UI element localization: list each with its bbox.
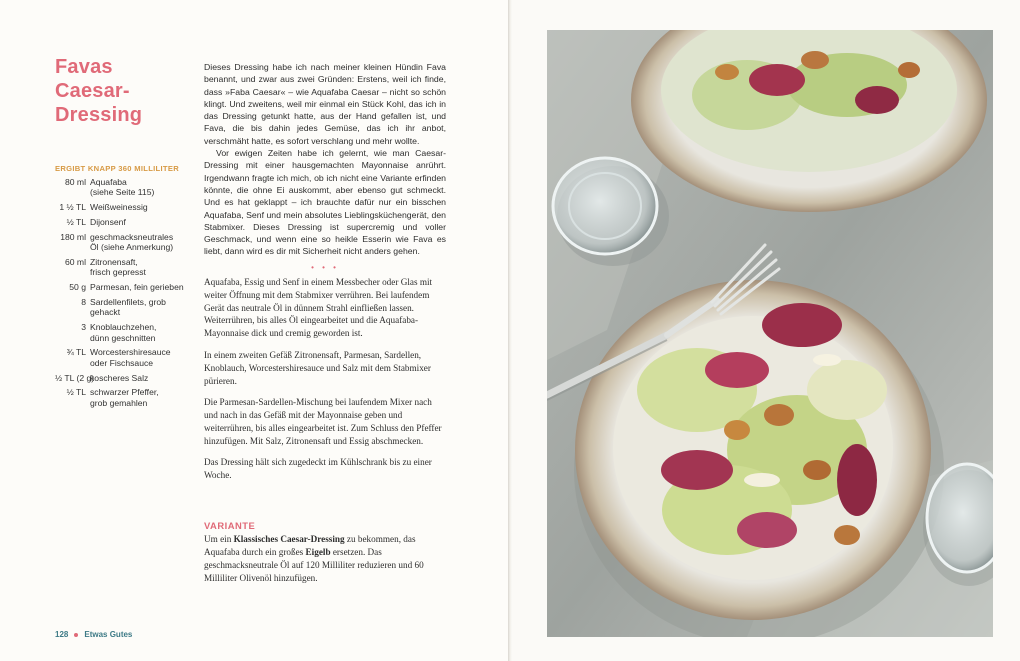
crouton — [715, 64, 739, 80]
section-name: Etwas Gutes — [84, 630, 133, 639]
parmesan-shaving — [744, 473, 780, 487]
ingredient-item — [55, 373, 195, 383]
ingredient-item — [55, 257, 195, 278]
ingredient-quantity: ½ TL (2 g) — [55, 372, 95, 383]
crouton — [764, 404, 794, 426]
radicchio-leaf — [855, 86, 899, 114]
ingredient-quantity: 50 g — [69, 282, 86, 293]
variant-text-part: ersetzen. Das geschmacksneutrale Öl auf 120 Milliliter reduzieren und 60 Milliliter Olivenöl hinzufügen. — [204, 546, 424, 583]
salad-illustration — [547, 30, 993, 637]
crouton — [801, 51, 829, 69]
variant-text-part: Um ein — [204, 534, 234, 544]
ingredient-name: schwarzer Pfeffer, grob gemahlen — [90, 387, 159, 408]
recipe-yield: ERGIBT KNAPP 360 MILLILITER — [55, 164, 179, 173]
salad-photo — [547, 30, 993, 637]
recipe-body — [204, 61, 446, 490]
ingredient-item — [55, 202, 195, 212]
recipe-method — [204, 276, 446, 482]
ingredient-item — [55, 232, 195, 253]
page-number: 128 — [55, 630, 69, 639]
variant-text — [204, 533, 446, 585]
radicchio-leaf — [661, 450, 733, 490]
footer-dot-icon — [74, 633, 78, 637]
recipe-title: Favas Caesar- Dressing — [55, 56, 143, 126]
method-step: Das Dressing hält sich zugedeckt im Kühlschrank bis zu einer Woche. — [204, 457, 432, 481]
ingredient-name: geschmacksneutrales Öl (siehe Anmerkung) — [90, 231, 174, 253]
parmesan-shaving — [813, 354, 841, 366]
ingredient-name: koscheres Salz — [90, 372, 149, 383]
crouton — [803, 460, 831, 480]
lettuce-leaf — [807, 360, 887, 420]
variant-highlight: Klassisches Caesar-Dressing — [233, 534, 345, 544]
ingredient-quantity: ¾ TL — [66, 347, 86, 358]
ingredient-name: Dijonsenf — [90, 217, 126, 227]
ingredient-quantity: 60 ml — [64, 257, 86, 267]
variant-text-part: zu bekommen, das Aquafaba durch ein großes — [204, 534, 416, 557]
ingredient-quantity: ½ TL — [66, 387, 86, 398]
ingredient-item — [55, 347, 195, 368]
ingredient-quantity: 3 — [81, 322, 86, 333]
page-footer — [55, 630, 132, 639]
ingredient-list — [55, 177, 195, 413]
radicchio-leaf — [705, 352, 769, 388]
ingredient-quantity: 1 ½ TL — [59, 202, 86, 213]
intro-paragraph: Dieses Dressing habe ich nach meiner kleinen Hündin Fava benannt, und zwar aus zwei Gründen: Erstens, weil ich finde, dass »Faba Caesar« – wie Aquafaba Caesar – nicht so schön klingt. Und zweitens, weil mir einmal ein Stück Kohl, das ich in das Dressing getunkt hatte, aus der Hand gefallen ist, und Fava, die bis dahin jedes Gemüse, das ich ihr anbot, verschmäht hatte, es sofort verschlang und mehr wollte. — [204, 62, 446, 146]
ingredient-quantity: 80 ml — [64, 177, 86, 187]
radicchio-leaf — [837, 444, 877, 516]
ingredient-quantity: 8 — [81, 297, 86, 307]
ingredient-name: Zitronensaft, frisch gepresst — [90, 257, 146, 278]
ingredient-name: Aquafaba (siehe Seite 115) — [90, 177, 155, 198]
variant-heading: VARIANTE — [204, 520, 256, 531]
method-step: In einem zweiten Gefäß Zitronensaft, Parmesan, Sardellen, Knoblauch, Worcestershiresauce und Salz mit dem Stabmixer pürieren. — [204, 349, 431, 386]
ingredient-item — [55, 217, 195, 227]
separator-dots: • • • — [311, 262, 339, 272]
ingredient-name: Weißweinessig — [90, 202, 148, 213]
crouton — [898, 62, 920, 78]
ingredient-name: Worcestershiresauce oder Fischsauce — [90, 347, 171, 368]
radicchio-leaf — [749, 64, 805, 96]
ingredient-name: Parmesan, fein gerieben — [90, 282, 184, 293]
radicchio-leaf — [737, 512, 797, 548]
glass-body — [927, 464, 993, 572]
ingredient-quantity: 180 ml — [60, 231, 86, 242]
ingredient-item — [55, 322, 195, 343]
recipe-intro — [204, 61, 446, 258]
crouton — [834, 525, 860, 545]
ingredient-item — [55, 177, 195, 198]
ingredient-name: Knoblauchzehen, dünn geschnitten — [90, 322, 157, 343]
crouton — [724, 420, 750, 440]
intro-paragraph: Vor ewigen Zeiten habe ich gelernt, wie man Caesar-Dressing mit einer hausgemachten Mayonnaise anrührt. Irgendwann fragte ich mich, ob ich nicht eine Variante erfinden könnte, die ohne Ei auskommt, aber ebenso gut schmeckt. Und es hat geklappt – ich brauchte dafür nur ein bisschen Aquafaba, Senf und mein absolutes Lieblingsküchengerät, den Stabmixer. Dieses Dressing ist supercremig und voller Geschmack, und wenn eine so heikle Esserin wie Fava es liebt, dann wird es dir mit Sicherheit nicht anders gehen. — [204, 148, 446, 257]
ingredient-item — [55, 297, 195, 318]
ingredient-item — [55, 387, 195, 408]
ingredient-item — [55, 282, 195, 292]
ingredient-name: Sardellenfilets, grob gehackt — [90, 297, 166, 318]
method-step: Die Parmesan-Sardellen-Mischung bei laufendem Mixer nach und nach in das Gefäß mit der Mayonnaise geben und weiterrühren, bis alles eingearbeitet ist. Zum Schluss den Pfeffer hinzufügen. Mit Salz, Zitronensaft und Essig abschmecken. — [204, 397, 442, 446]
variant-highlight: Eigelb — [305, 546, 331, 557]
radicchio-leaf — [762, 303, 842, 347]
ingredient-quantity: ½ TL — [66, 217, 86, 227]
method-step: Aquafaba, Essig und Senf in einem Messbecher oder Glas mit weiter Öffnung mit dem Stabmixer verrühren. Bei laufendem Gerät das neutrale Öl in dünnem Strahl einfließen lassen. Weiterrühren, bis alles Öl eingearbeitet und die Aquafaba-Mayonnaise dick und cremig geworden ist. — [204, 276, 433, 339]
